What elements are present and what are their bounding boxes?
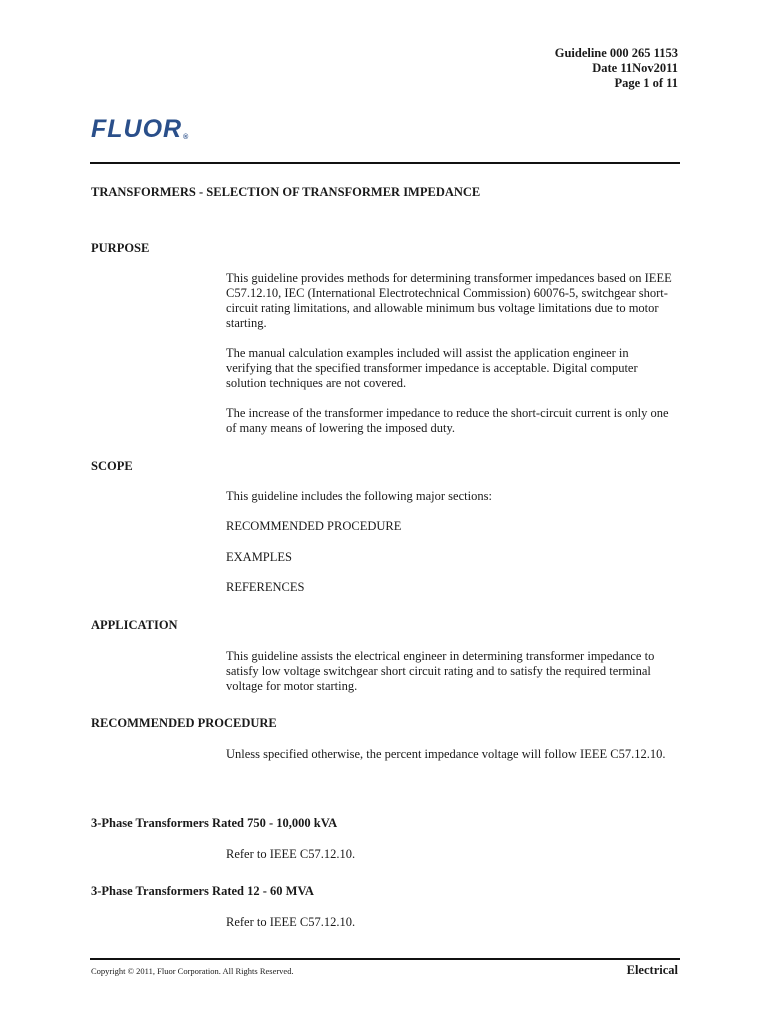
scope-item-examples: EXAMPLES [226, 550, 292, 564]
header-divider [90, 162, 680, 164]
fluor-logo [91, 115, 189, 144]
scope-intro: This guideline includes the following major sections: [226, 489, 492, 503]
subsection-paragraph-12-60mva: Refer to IEEE C57.12.10. [226, 915, 356, 929]
scope-item-references: REFERENCES [226, 580, 305, 594]
page-number: Page 1 of 11 [614, 76, 678, 90]
application-heading: APPLICATION [91, 618, 178, 632]
scope-heading: SCOPE [91, 459, 133, 473]
document-title: TRANSFORMERS - SELECTION OF TRANSFORMER IMPEDANCE [91, 185, 481, 199]
footer-divider [90, 958, 680, 960]
copyright-notice: Copyright © 2011, Fluor Corporation. All Rights Reserved. [91, 966, 294, 976]
subsection-heading-12-60mva: 3-Phase Transformers Rated 12 - 60 MVA [91, 884, 314, 898]
purpose-paragraph-3: The increase of the transformer impedance to reduce the short-circuit current is only one of many means of lowering the imposed duty. [226, 406, 669, 435]
purpose-heading: PURPOSE [91, 241, 150, 255]
registered-mark: ® [183, 134, 190, 141]
subsection-heading-750-10000kva: 3-Phase Transformers Rated 750 - 10,000 kVA [91, 816, 338, 830]
purpose-paragraph-2: The manual calculation examples included will assist the application engineer in verifying that the specified transformer impedance is acceptable. Digital computer solution techniques are not covered. [226, 346, 638, 390]
scope-item-procedure: RECOMMENDED PROCEDURE [226, 519, 402, 533]
document-date: Date 11Nov2011 [592, 61, 678, 75]
procedure-paragraph: Unless specified otherwise, the percent impedance voltage will follow IEEE C57.12.10. [226, 747, 666, 761]
footer-section-label: Electrical [626, 963, 678, 977]
document-header [555, 46, 678, 91]
application-paragraph: This guideline assists the electrical engineer in determining transformer impedance to satisfy low voltage switchgear short circuit rating and to satisfy the required terminal voltage for motor starting. [226, 649, 655, 693]
logo-text: FLUOR [91, 115, 183, 143]
purpose-paragraph-1: This guideline provides methods for determining transformer impedances based on IEEE C57.12.10, IEC (International Electrotechnical Commission) 60076-5, switchgear short-circuit rating limitations, and allowable minimum bus voltage limitations due to motor starting. [226, 271, 672, 330]
subsection-paragraph-750-10000kva: Refer to IEEE C57.12.10. [226, 847, 356, 861]
procedure-heading: RECOMMENDED PROCEDURE [91, 716, 277, 730]
guideline-number: Guideline 000 265 1153 [554, 46, 678, 60]
